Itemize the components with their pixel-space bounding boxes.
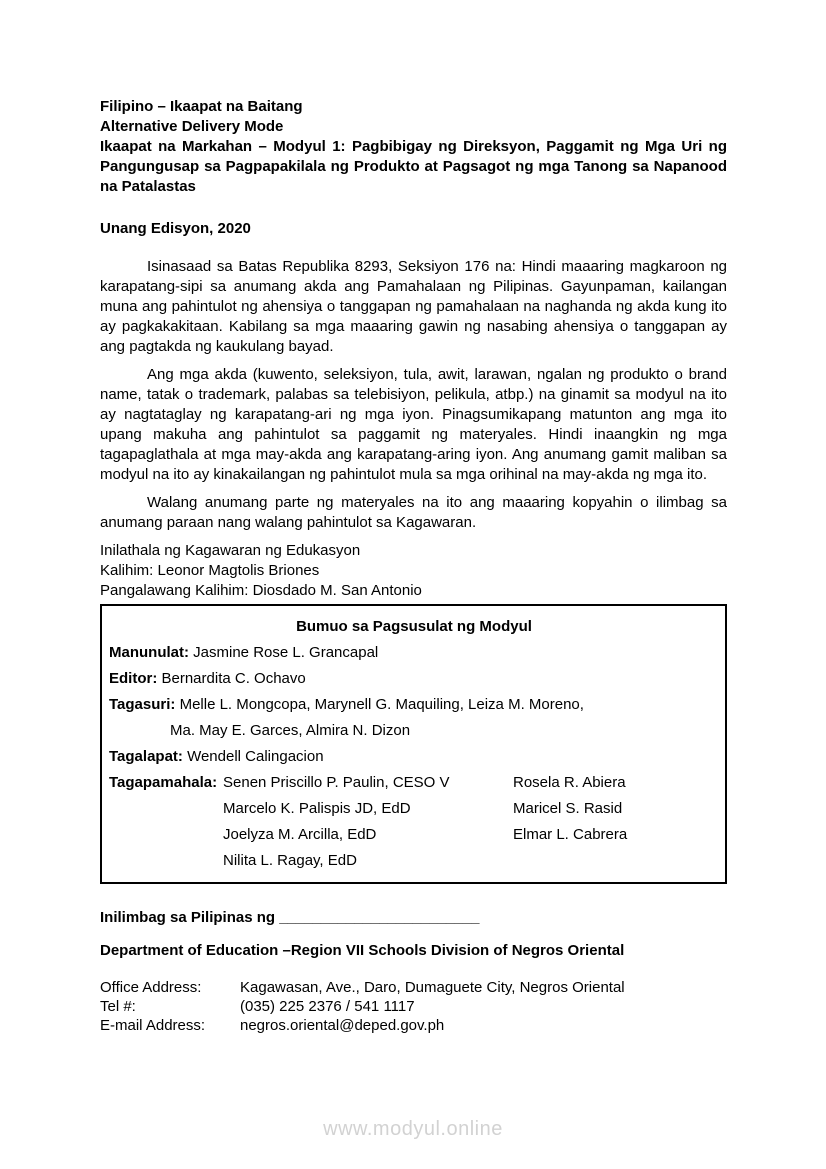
- credits-box-title: Bumuo sa Pagsusulat ng Modyul: [296, 618, 532, 635]
- management-name: Elmar L. Cabrera: [513, 826, 628, 843]
- credits-row-layout: [109, 744, 719, 770]
- module-title-line: Ikaapat na Markahan – Modyul 1: Pagbibigay ng Direksyon, Paggamit ng Mga Uri ng Pangungusap sa Pagpapakilala ng Produkto at Pagsagot ng mga Tanong sa Napanood na Patalastas: [100, 138, 727, 195]
- management-row-1: [109, 770, 719, 796]
- management-name: Joelyza M. Arcilla, EdD: [223, 826, 377, 843]
- management-name: Rosela R. Abiera: [513, 774, 626, 791]
- division-heading: Department of Education –Region VII Schools Division of Negros Oriental: [100, 942, 625, 959]
- management-row-3: [109, 822, 719, 848]
- credits-box: [100, 604, 727, 884]
- contact-value: Kagawasan, Ave., Daro, Dumaguete City, Negros Oriental: [240, 979, 625, 996]
- credits-value: Ma. May E. Garces, Almira N. Dizon: [170, 722, 411, 739]
- secretary-line: Kalihim: Leonor Magtolis Briones: [100, 562, 320, 579]
- credits-label: Tagapamahala:: [109, 774, 218, 791]
- credits-value: Melle L. Mongcopa, Marynell G. Maquiling, Leiza M. Moreno,: [179, 696, 584, 713]
- edition-line: Unang Edisyon, 2020: [100, 220, 251, 237]
- credits-label: Manunulat:: [109, 644, 189, 661]
- credits-row-writer: [109, 640, 719, 666]
- printed-in-line: Inilimbag sa Pilipinas ng ________________________: [100, 909, 480, 926]
- undersecretary-line: Pangalawang Kalihim: Diosdado M. San Antonio: [100, 582, 422, 599]
- contact-info: [100, 978, 727, 1035]
- spacer: [109, 796, 223, 822]
- contact-label: Tel #:: [100, 998, 136, 1015]
- contact-label: Office Address:: [100, 979, 202, 996]
- contact-row-tel: [100, 997, 727, 1016]
- spacer: [109, 848, 223, 874]
- management-name: Senen Priscillo P. Paulin, CESO V: [223, 774, 450, 791]
- publisher-line: Inilathala ng Kagawaran ng Edukasyon: [100, 542, 361, 559]
- credits-value: Wendell Calingacion: [187, 748, 324, 765]
- management-row-4: [109, 848, 719, 874]
- module-header: [100, 97, 727, 197]
- contact-value: negros.oriental@deped.gov.ph: [240, 1017, 445, 1034]
- credits-label: Tagasuri:: [109, 696, 176, 713]
- credits-label: Tagalapat:: [109, 748, 183, 765]
- contact-row-office: [100, 978, 727, 997]
- contact-label: E-mail Address:: [100, 1017, 206, 1034]
- copyright-paragraph-2: Ang mga akda (kuwento, seleksiyon, tula, awit, larawan, ngalan ng produkto o brand name, tatak o trademark, palabas sa telebisiyon, pelikula, atbp.) na ginamit sa modyul na ito ay nagtataglay ng karapatang-ari ng mga iyon. Pinagsumikapang matunton ang mga ito upang makuha ang pahintulot sa paggamit ng materyales. Hindi inaangkin ng mga tagapaglathala at mga may-akda ang karapatang-aring iyon. Ang anumang gamit maliban sa modyul na ito ay kinakailangan ng pahintulot mula sa mga orihinal na may-akda ng mga ito.: [100, 366, 727, 483]
- credits-value: Jasmine Rose L. Grancapal: [193, 644, 379, 661]
- credits-row-reviewers-cont: [170, 718, 719, 744]
- credits-value: Bernardita C. Ochavo: [161, 670, 306, 687]
- site-watermark: www.modyul.online: [323, 1118, 503, 1140]
- management-row-2: [109, 796, 719, 822]
- contact-value: (035) 225 2376 / 541 1117: [240, 998, 415, 1015]
- management-name: Marcelo K. Palispis JD, EdD: [223, 800, 411, 817]
- credits-row-editor: [109, 666, 719, 692]
- management-name: Nilita L. Ragay, EdD: [223, 852, 357, 869]
- module-adm-line: Alternative Delivery Mode: [100, 118, 284, 135]
- copyright-paragraph-3: Walang anumang parte ng materyales na ito ang maaaring kopyahin o ilimbag sa anumang paraan nang walang pahintulot sa Kagawaran.: [100, 494, 727, 531]
- spacer: [109, 822, 223, 848]
- module-subject-line: Filipino – Ikaapat na Baitang: [100, 98, 303, 115]
- credits-label: Editor:: [109, 670, 158, 687]
- credits-row-reviewers: [109, 692, 719, 718]
- contact-row-email: [100, 1016, 727, 1035]
- management-name: Maricel S. Rasid: [513, 800, 623, 817]
- copyright-paragraph-1: Isinasaad sa Batas Republika 8293, Seksiyon 176 na: Hindi maaaring magkaroon ng karapatang-sipi sa anumang akda ang Pamahalaan ng Pilipinas. Gayunpaman, kailangan muna ang pahintulot ng ahensiya o tanggapan ng pamahalaan na naghanda ng akda kung ito ay pagkakakitaan. Kabilang sa mga maaaring gawin ng nasabing ahensiya o tanggapan ay ang pagtakda ng kaukulang bayad.: [100, 258, 727, 355]
- publisher-block: [100, 541, 727, 601]
